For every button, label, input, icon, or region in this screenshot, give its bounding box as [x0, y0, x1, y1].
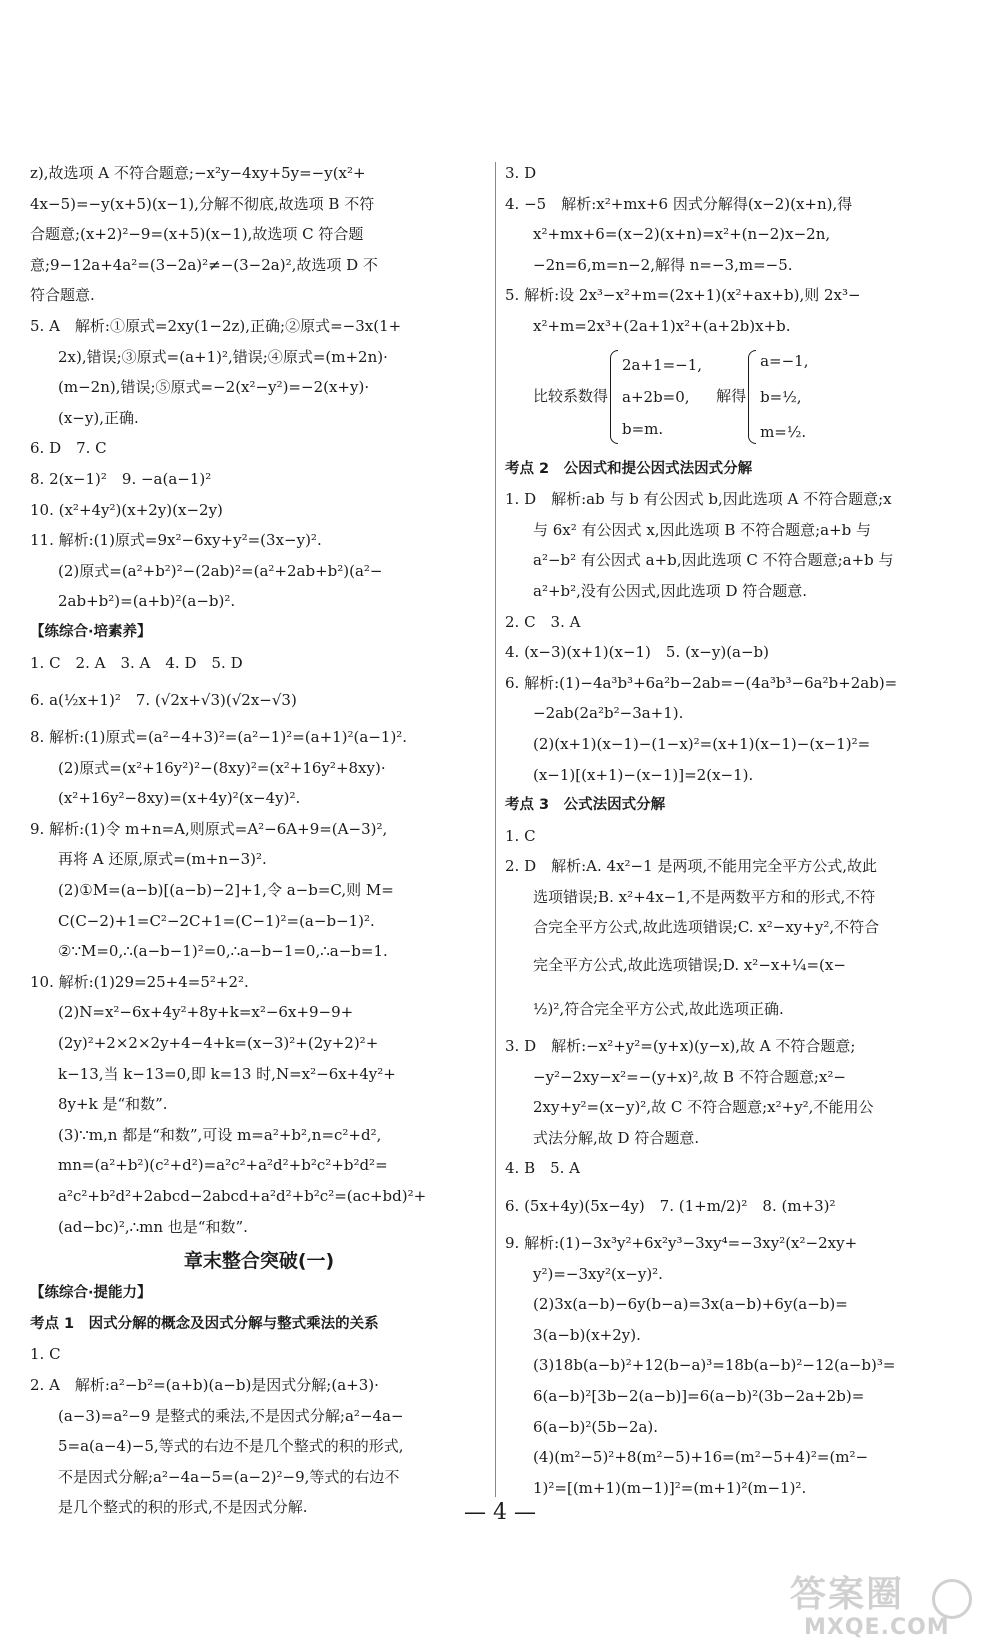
watermark-logo: [790, 1575, 980, 1645]
text-line: 4x−5)=−y(x+5)(x−1),分解不彻底,故选项 B 不符: [30, 194, 375, 213]
text-line: k−13,当 k−13=0,即 k=13 时,N=x²−6x+4y²+: [58, 1064, 396, 1083]
answer-6-7: 6. D 7. C: [30, 439, 107, 458]
text-line: 合题意;(x+2)²−9=(x+5)(x−1),故选项 C 符合题: [30, 225, 364, 244]
answer-6: 6. 解析:(1)−4a³b³+6a²b−2ab=−(4a³b³−6a²b+2ab)=: [505, 673, 898, 692]
equation: b=m.: [622, 419, 664, 438]
equation: b=½,: [760, 387, 802, 406]
right-column: [505, 158, 967, 1503]
text-line: (3)∵m,n 都是“和数”,可设 m=a²+b²,n=c²+d²,: [58, 1125, 382, 1144]
text-line: (ad−bc)²,∴mn 也是“和数”.: [58, 1217, 248, 1236]
section-heading: 【练综合·提能力】: [30, 1285, 152, 1302]
text-line: (2)原式=(a²+b²)²−(2ab)²=(a²+2ab+b²)(a²−: [58, 561, 383, 580]
section-heading: 【练综合·培素养】: [30, 623, 152, 640]
text-line: −y²−2xy−x²=−(y+x)²,故 B 不符合题意;x²−: [533, 1067, 846, 1086]
text-line: 式法分解,故 D 符合题意.: [533, 1128, 700, 1147]
text-line: a²+b²,没有公因式,因此选项 D 符合题意.: [533, 581, 808, 600]
text-line: −2ab(2a²b²−3a+1).: [533, 704, 684, 723]
text-line: mn=(a²+b²)(c²+d²)=a²c²+a²d²+b²c²+b²d²=: [58, 1156, 388, 1175]
answer-2: 2. D 解析:A. 4x²−1 是两项,不能用完全平方公式,故此: [505, 857, 877, 876]
equation: a+2b=0,: [622, 387, 690, 406]
answer-1: 1. C: [505, 826, 536, 845]
text-line: 8y+k 是“和数”.: [58, 1095, 168, 1114]
answer-3: 3. D: [505, 164, 537, 182]
text-line: 2ab+b²)=(a+b)²(a−b)².: [58, 592, 236, 611]
text-line: (2)N=x²−6x+4y²+8y+k=x²−6x+9−9+: [58, 1003, 354, 1022]
text-line: 不是因式分解;a²−4a−5=(a−2)²−9,等式的右边不: [58, 1467, 400, 1486]
system-solution: [760, 344, 808, 450]
answer-5: 5. A 解析:①原式=2xy(1−2z),正确;②原式=−3x(1+: [30, 316, 402, 335]
text-line: 3(a−b)(x+2y).: [533, 1325, 641, 1344]
text-line: z),故选项 A 不符合题意;−x²y−4xy+5y=−y(x²+: [30, 164, 366, 182]
text-line: (x−y),正确.: [58, 408, 139, 427]
answer-10-solution: 10. 解析:(1)29=25+4=5²+2².: [30, 972, 249, 991]
text-line: C(C−2)+1=C²−2C+1=(C−1)²=(a−b−1)².: [58, 911, 375, 930]
text-line: (2)(x+1)(x−1)−(1−x)²=(x+1)(x−1)−(x−1)²=: [533, 734, 871, 753]
answer-5: 5. 解析:设 2x³−x²+m=(2x+1)(x²+ax+b),则 2x³−: [505, 286, 861, 305]
page-number: — 4 —: [464, 1500, 536, 1525]
answers-6-7: 6. a(½x+1)² 7. (√2x+√3)(√2x−√3): [30, 691, 297, 710]
text-line: 意;9−12a+4a²=(3−2a)²≠−(3−2a)²,故选项 D 不: [30, 255, 378, 274]
text-line: 1. C: [30, 1345, 61, 1364]
column-divider: [495, 162, 496, 1497]
solve-label: 解得: [716, 387, 747, 406]
chapter-title: 章末整合突破(一): [183, 1250, 335, 1273]
text-line: a²c²+b²d²+2abcd−2abcd+a²d²+b²c²=(ac+bd)²+: [58, 1187, 427, 1205]
text-line: (2)①M=(a−b)[(a−b)−2]+1,令 a−b=C,则 M=: [58, 881, 394, 900]
topic-heading: 考点 1 因式分解的概念及因式分解与整式乘法的关系: [30, 1315, 379, 1332]
text-line: 是几个整式的积的形式,不是因式分解.: [58, 1498, 308, 1517]
text-line: (a−3)=a²−9 是整式的乘法,不是因式分解;a²−4a−: [58, 1406, 404, 1425]
badge-icon: [932, 1579, 972, 1619]
answer-11: 11. 解析:(1)原式=9x²−6xy+y²=(3x−y)².: [30, 531, 322, 550]
answers-4-5: 4. B 5. A: [505, 1159, 581, 1178]
text-line: 2. A 解析:a²−b²=(a+b)(a−b)是因式分解;(a+3)·: [30, 1375, 379, 1394]
text-line: (2)原式=(x²+16y²)²−(8xy)²=(x²+16y²+8xy)·: [58, 758, 386, 777]
answer-9: 9. 解析:(1)令 m+n=A,则原式=A²−6A+9=(A−3)²,: [30, 819, 388, 838]
text-line: 5=a(a−4)−5,等式的右边不是几个整式的积的形式,: [58, 1437, 404, 1456]
text-line: 6(a−b)²[3b−2(a−b)]=6(a−b)²(3b−2a+2b)=: [533, 1387, 865, 1405]
text-line: 符合题意.: [30, 286, 95, 305]
text-line: (3)18b(a−b)²+12(b−a)³=18b(a−b)²−12(a−b)³=: [533, 1356, 896, 1375]
topic-heading: 考点 3 公式法因式分解: [505, 797, 666, 814]
text-line: a²−b² 有公因式 a+b,因此选项 C 不符合题意;a+b 与: [533, 551, 894, 570]
answers-4-5: 4. (x−3)(x+1)(x−1) 5. (x−y)(a−b): [505, 643, 770, 662]
text-line: (4)(m²−5)²+8(m²−5)+16=(m²−5+4)²=(m²−: [533, 1448, 869, 1467]
text-line: (x−1)[(x+1)−(x−1)]=2(x−1).: [533, 765, 754, 784]
answer-4: 4. −5 解析:x²+mx+6 因式分解得(x−2)(x+n),得: [505, 194, 853, 213]
text-line: x²+m=2x³+(2a+1)x²+(a+2b)x+b.: [533, 316, 791, 335]
text-line: ½)²,符合完全平方公式,故此选项正确.: [533, 1000, 784, 1019]
text-line: (x²+16y²−8xy)=(x+4y)²(x−4y)².: [58, 789, 301, 808]
text-line: −2n=6,m=n−2,解得 n=−3,m=−5.: [533, 255, 793, 274]
text-line: 6(a−b)²(5b−2a).: [533, 1417, 659, 1436]
text-line: 2xy+y²=(x−y)²,故 C 不符合题意;x²+y²,不能用公: [533, 1098, 874, 1117]
answer-3: 3. D 解析:−x²+y²=(y+x)(y−x),故 A 不符合题意;: [505, 1037, 856, 1056]
compare-label: 比较系数得: [533, 387, 609, 406]
text-line: 2x),错误;③原式=(a+1)²,错误;④原式=(m+2n)·: [58, 347, 388, 366]
answer-10: 10. (x²+4y²)(x+2y)(x−2y): [30, 500, 223, 519]
text-line: 1)²=[(m+1)(m−1)]²=(m+1)²(m−1)².: [533, 1478, 807, 1497]
system-equations: [622, 349, 702, 445]
equation: m=½.: [760, 422, 807, 441]
topic-heading: 考点 2 公因式和提公因式法因式分解: [505, 460, 753, 477]
left-column: [30, 158, 488, 1523]
watermark-bottom: MXQE.COM: [804, 1615, 950, 1640]
text-line: (m−2n),错误;⑤原式=−2(x²−y²)=−2(x+y)·: [58, 378, 370, 397]
answers-2-3: 2. C 3. A: [505, 612, 581, 631]
text-line: y²)=−3xy²(x−y)².: [533, 1264, 663, 1283]
answer-9: 9. 解析:(1)−3x³y²+6x²y³−3xy⁴=−3xy²(x²−2xy+: [505, 1234, 858, 1253]
text-line: ②∵M=0,∴(a−b−1)²=0,∴a−b−1=0,∴a−b=1.: [58, 942, 388, 961]
answer-8: 8. 解析:(1)原式=(a²−4+3)²=(a²−1)²=(a+1)²(a−1)².: [30, 728, 408, 747]
text-line: 选项错误;B. x²+4x−1,不是两数平方和的形式,不符: [533, 887, 876, 906]
left-brace: [610, 350, 618, 444]
answers-6-8: 6. (5x+4y)(5x−4y) 7. (1+m/2)² 8. (m+3)²: [505, 1197, 836, 1216]
text-line: (2y)²+2×2×2y+4−4+k=(x−3)²+(2y+2)²+: [58, 1034, 379, 1053]
equation: a=−1,: [760, 352, 809, 371]
answer-1: 1. D 解析:ab 与 b 有公因式 b,因此选项 A 不符合题意;x: [505, 490, 892, 509]
text-line: 与 6x² 有公因式 x,因此选项 B 不符合题意;a+b 与: [533, 520, 872, 539]
equation-system: [505, 344, 967, 450]
text-line: 完全平方公式,故此选项错误;D. x²−x+¼=(x−: [533, 956, 846, 975]
text-line: (2)3x(a−b)−6y(b−a)=3x(a−b)+6y(a−b)=: [533, 1295, 848, 1314]
text-line: 再将 A 还原,原式=(m+n−3)².: [58, 850, 267, 869]
text-line: x²+mx+6=(x−2)(x+n)=x²+(n−2)x−2n,: [533, 225, 831, 244]
watermark-top: 答案圈: [790, 1574, 905, 1615]
text-line: 合完全平方公式,故此选项错误;C. x²−xy+y²,不符合: [533, 918, 880, 937]
answers-1-5: 1. C 2. A 3. A 4. D 5. D: [30, 653, 243, 672]
equation: 2a+1=−1,: [622, 355, 703, 374]
left-brace: [748, 350, 756, 444]
answer-8-9: 8. 2(x−1)² 9. −a(a−1)²: [30, 469, 212, 488]
